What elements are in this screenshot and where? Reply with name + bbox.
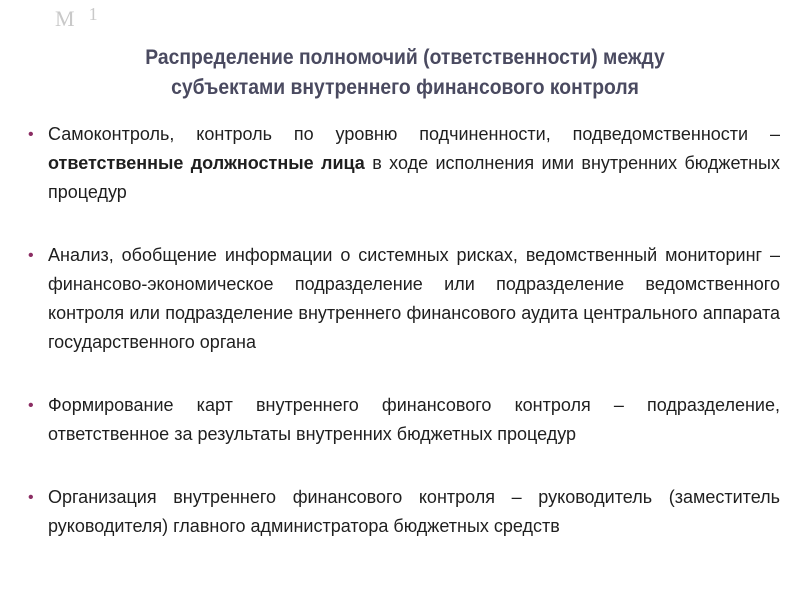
bullet-item-self-control: [28, 120, 780, 207]
bullet-item-organization: [28, 483, 780, 541]
bullet-marker-icon: •: [28, 126, 34, 143]
slide-title-line-2: субъектами внутреннего финансового контроля: [171, 76, 639, 99]
bullet-list: [28, 120, 780, 541]
bullet-marker-icon: •: [28, 247, 34, 264]
corner-mark-letter: М: [55, 6, 89, 31]
bullet-text-part: в ходе исполнения ими внутренних бюджетных процедур: [48, 153, 780, 202]
bullet-text-part: Самоконтроль, контроль по уровню подчиненности, подведомственности –: [48, 124, 780, 144]
bullet-text-bold: ответственные должностные лица: [48, 153, 365, 173]
bullet-item-control-maps: [28, 391, 780, 449]
corner-watermark: [55, 6, 112, 32]
bullet-marker-icon: •: [28, 489, 34, 506]
bullet-text: [48, 120, 780, 207]
bullet-marker-icon: •: [28, 397, 34, 414]
corner-mark-number: 1: [88, 4, 112, 24]
bullet-item-analysis: [28, 241, 780, 357]
slide-title-line-1: Распределение полномочий (ответственности) между: [145, 46, 665, 69]
bullet-text: Организация внутреннего финансового контроля – руководитель (заместитель руководителя) главного администратора бюджетных средств: [48, 487, 780, 536]
slide-title: [88, 43, 723, 103]
bullet-text: Анализ, обобщение информации о системных рисках, ведомственный мониторинг – финансово-экономическое подразделение или подразделение ведомственного контроля или подразделение внутреннего финансового аудита центрального аппарата государственного органа: [48, 245, 780, 352]
bullet-text: Формирование карт внутреннего финансового контроля – подразделение, ответственное за результаты внутренних бюджетных процедур: [48, 395, 780, 444]
